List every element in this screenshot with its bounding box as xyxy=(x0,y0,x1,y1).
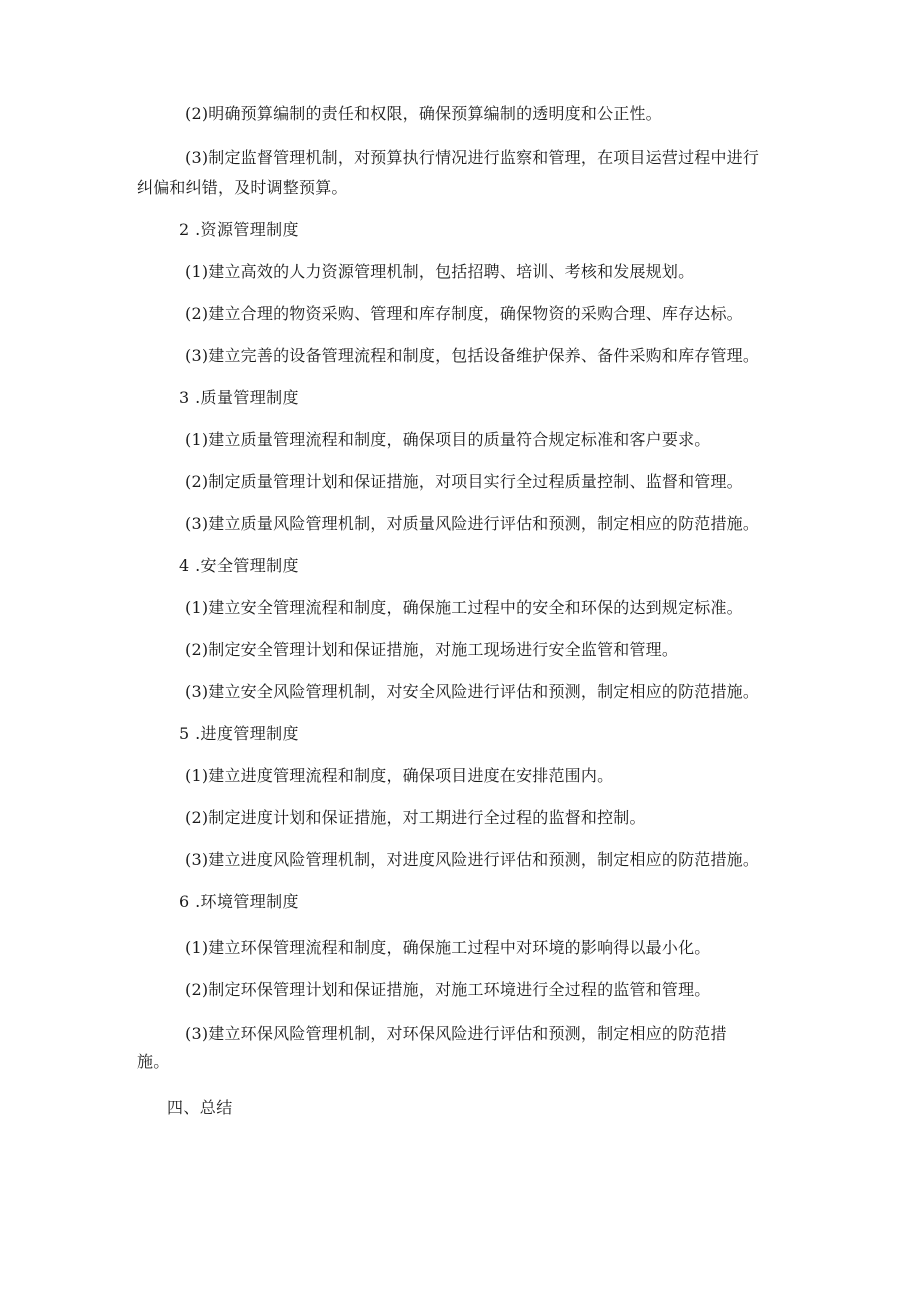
paragraph-resource-2: (2)建立合理的物资采购、管理和库存制度，确保物资的采购合理、库存达标。 xyxy=(185,304,743,323)
paragraph-budget-3-continued: 纠偏和纠错，及时调整预算。 xyxy=(137,178,348,197)
section-heading-resource: 2 .资源管理制度 xyxy=(179,220,299,239)
paragraph-environment-3-continued: 施。 xyxy=(137,1052,170,1071)
paragraph-environment-2: (2)制定环保管理计划和保证措施，对施工环境进行全过程的监管和管理。 xyxy=(185,980,711,999)
paragraph-safety-1: (1)建立安全管理流程和制度，确保施工过程中的安全和环保的达到规定标准。 xyxy=(185,598,743,617)
paragraph-schedule-1: (1)建立进度管理流程和制度，确保项目进度在安排范围内。 xyxy=(185,766,614,785)
section-heading-summary: 四、总结 xyxy=(167,1098,233,1117)
section-heading-quality: 3 .质量管理制度 xyxy=(179,388,299,407)
section-heading-environment: 6 .环境管理制度 xyxy=(179,892,299,911)
paragraph-budget-2: (2)明确预算编制的责任和权限，确保预算编制的透明度和公正性。 xyxy=(185,104,662,123)
paragraph-budget-3: (3)制定监督管理机制，对预算执行情况进行监察和管理，在项目运营过程中进行 xyxy=(185,148,760,167)
paragraph-quality-1: (1)建立质量管理流程和制度，确保项目的质量符合规定标准和客户要求。 xyxy=(185,430,711,449)
paragraph-environment-3: (3)建立环保风险管理机制，对环保风险进行评估和预测，制定相应的防范措 xyxy=(185,1024,727,1043)
paragraph-schedule-3: (3)建立进度风险管理机制，对进度风险进行评估和预测，制定相应的防范措施。 xyxy=(185,850,760,869)
section-heading-safety: 4 .安全管理制度 xyxy=(179,556,299,575)
paragraph-schedule-2: (2)制定进度计划和保证措施，对工期进行全过程的监督和控制。 xyxy=(185,808,646,827)
paragraph-quality-3: (3)建立质量风险管理机制，对质量风险进行评估和预测，制定相应的防范措施。 xyxy=(185,514,760,533)
paragraph-safety-3: (3)建立安全风险管理机制，对安全风险进行评估和预测，制定相应的防范措施。 xyxy=(185,682,760,701)
paragraph-environment-1: (1)建立环保管理流程和制度，确保施工过程中对环境的影响得以最小化。 xyxy=(185,938,711,957)
section-heading-schedule: 5 .进度管理制度 xyxy=(179,724,299,743)
paragraph-resource-1: (1)建立高效的人力资源管理机制，包括招聘、培训、考核和发展规划。 xyxy=(185,262,695,281)
paragraph-quality-2: (2)制定质量管理计划和保证措施，对项目实行全过程质量控制、监督和管理。 xyxy=(185,472,743,491)
paragraph-safety-2: (2)制定安全管理计划和保证措施，对施工现场进行安全监管和管理。 xyxy=(185,640,679,659)
paragraph-resource-3: (3)建立完善的设备管理流程和制度，包括设备维护保养、备件采购和库存管理。 xyxy=(185,346,760,365)
